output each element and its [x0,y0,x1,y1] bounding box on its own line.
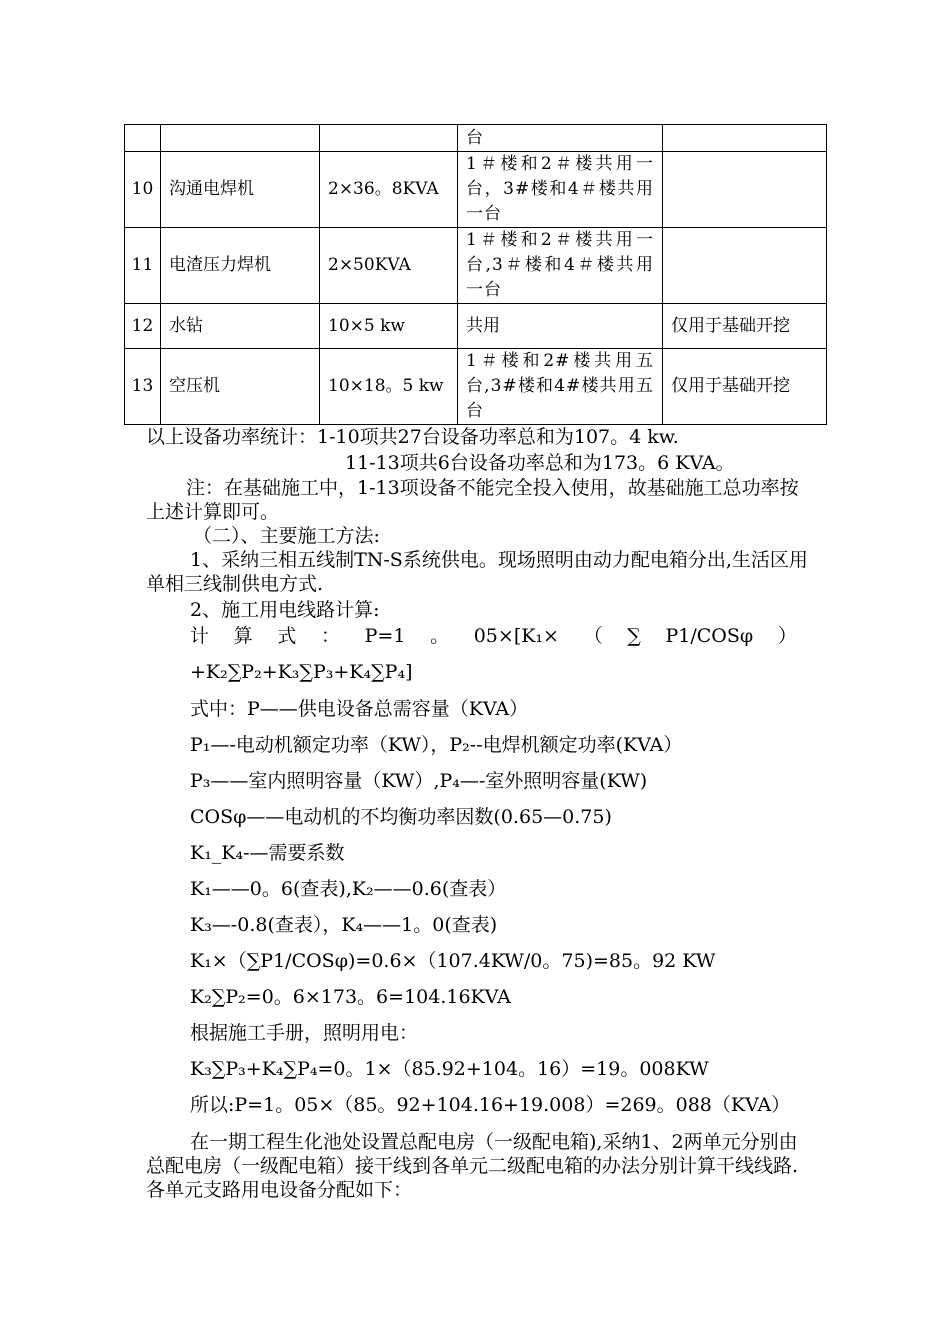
table-row [125,125,827,152]
table-row [125,304,827,349]
formula-part: 计 [190,625,210,647]
formula-coefficient: K₃—-0.8(查表），K₄——1。0(查表) [190,914,498,936]
equipment-power: 10×18。5 kw [320,349,458,425]
table-row [125,349,827,425]
equipment-quantity: 1＃楼和2＃楼共用一台，3#楼和4＃楼共用一台 [458,152,663,228]
method-item-2: 2、施工用电线路计算: [190,599,380,621]
row-number: 12 [125,304,161,349]
formula-part: P1/COSφ [665,625,754,647]
equipment-note [663,228,827,304]
row-number: 13 [125,349,161,425]
table-row [125,152,827,228]
formula-line-1 [190,624,797,648]
formula-definition: P₃——室内照明容量（KW）,P₄—-室外照明容量(KW) [190,770,648,792]
equipment-note [663,152,827,228]
equipment-name: 水钻 [161,304,320,349]
equipment-name: 空压机 [161,349,320,425]
formula-calculation: K₃∑P₃+K₄∑P₄=0。1×（85.92+104。16）=19。008KW [190,1058,709,1080]
formula-definition: 式中：P——供电设备总需容量（KVA） [190,698,529,720]
equipment-quantity: 共用 [458,304,663,349]
formula-calculation: K₂∑P₂=0。6×173。6=104.16KVA [190,986,511,1008]
formula-part: 式 [277,625,297,647]
note-paragraph: 注：在基础施工中，1-13项设备不能完全投入使用，故基础施工总功率按上述计算即可。 [146,477,799,523]
equipment-name [161,125,320,152]
equipment-quantity: 1＃楼和2#楼共用五台,3#楼和4#楼共用五台 [458,349,663,425]
formula-definition: K₁_K₄-—需要系数 [190,842,345,864]
equipment-note [663,125,827,152]
equipment-power: 10×5 kw [320,304,458,349]
equipment-power: 2×36。8KVA [320,152,458,228]
formula-part: ∑ [627,625,641,647]
lighting-label: 根据施工手册，照明用电： [190,1022,419,1044]
equipment-quantity: 1＃楼和2＃楼共用一台,3＃楼和4＃楼共用一台 [458,228,663,304]
formula-part: ） [777,625,797,647]
formula-line-1b: +K₂∑P₂+K₃∑P₃+K₄∑P₄] [190,661,413,683]
equipment-power [320,125,458,152]
formula-part: P=1 [364,625,406,647]
table-row [125,228,827,304]
formula-definition: P₁—-电动机额定功率（KW），P₂--电焊机额定功率(KVA） [190,734,683,756]
formula-part: ： [320,625,340,647]
formula-part: 。 [430,625,450,647]
formula-calculation: K₁×（∑P1/COSφ)=0.6×（107.4KW/0。75)=85。92 KW [190,950,716,972]
row-number [125,125,161,152]
method-item-1: 1、采纳三相五线制TN-S系统供电。现场照明由动力配电箱分出,生活区用单相三线制供电方式. [146,549,808,595]
formula-part: 算 [233,625,253,647]
equipment-table [124,124,827,425]
equipment-name: 沟通电焊机 [161,152,320,228]
equipment-note: 仅用于基础开挖 [663,349,827,425]
equipment-power: 2×50KVA [320,228,458,304]
equipment-note: 仅用于基础开挖 [663,304,827,349]
formula-coefficient: K₁——0。6(查表),K₂——0.6(查表） [190,878,507,900]
equipment-quantity: 台 [458,125,663,152]
row-number: 11 [125,228,161,304]
formula-definition: COSφ——电动机的不均衡功率因数(0.65—0.75) [190,806,612,828]
power-stat-line-1: 以上设备功率统计：1-10项共27台设备功率总和为107。4 kw. [146,426,679,448]
formula-result: 所以:P=1。05×（85。92+104.16+19.008）=269。088（KVA） [190,1094,791,1116]
power-stat-line-2: 11-13项共6台设备功率总和为173。6 KVA。 [345,452,735,474]
distribution-paragraph: 在一期工程生化池处设置总配电房（一级配电箱),采纳1、2两单元分别由总配电房（一级配电箱）接干线到各单元二级配电箱的办法分别计算干线线路.各单元支路用电设备分配如下： [146,1131,799,1201]
formula-part: （ [583,625,603,647]
formula-part: 05×[K₁× [473,625,559,647]
section-heading: （二）、主要施工方法: [193,525,380,547]
row-number: 10 [125,152,161,228]
equipment-name: 电渣压力焊机 [161,228,320,304]
